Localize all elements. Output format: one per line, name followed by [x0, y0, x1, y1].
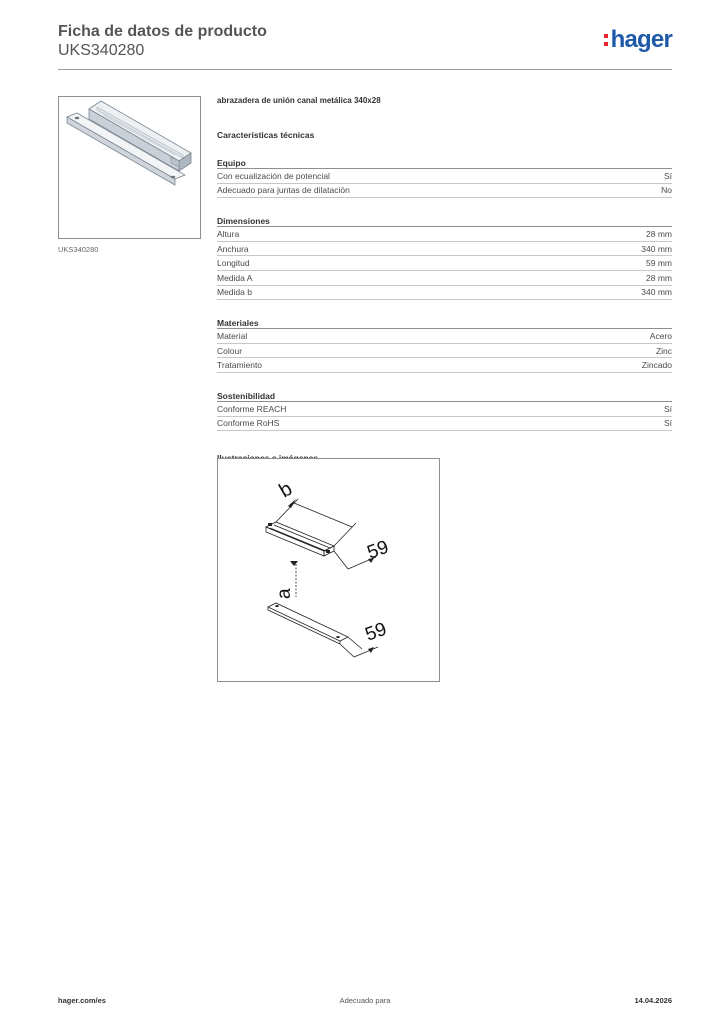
footer-center-text: Adecuado para	[339, 996, 391, 1005]
spec-value: No	[661, 185, 672, 196]
page-footer	[58, 996, 672, 1010]
spec-row	[217, 242, 672, 257]
logo-dots-icon	[603, 29, 610, 49]
page-header	[58, 22, 672, 70]
spec-value: Sí	[663, 418, 672, 429]
spec-value: Sí	[663, 170, 672, 181]
dimension-drawing-icon	[218, 459, 439, 681]
spec-value: 28 mm	[646, 272, 672, 283]
main-content	[217, 96, 672, 463]
dimension-label-b: b	[275, 477, 297, 503]
spec-group-materiales	[217, 317, 672, 373]
spec-row	[217, 358, 672, 373]
spec-row	[217, 417, 672, 432]
spec-value: 340 mm	[641, 287, 672, 298]
spec-row	[217, 227, 672, 242]
spec-label: Anchura	[217, 243, 249, 254]
product-code-title: UKS340280	[58, 42, 145, 59]
logo-text: hager	[610, 26, 672, 53]
spec-group-title: Sostenibilidad	[217, 390, 672, 402]
dimension-label-59-upper: 59	[364, 536, 392, 564]
spec-label: Material	[217, 330, 248, 341]
product-image	[58, 96, 201, 239]
spec-row	[217, 271, 672, 286]
spec-label: Con ecualización de potencial	[217, 170, 330, 181]
spec-value: 59 mm	[646, 258, 672, 269]
footer-website-link[interactable]: hager.com/es	[58, 996, 106, 1005]
spec-value: 340 mm	[641, 243, 672, 254]
dimension-label-a: a	[274, 588, 295, 599]
spec-label: Conforme RoHS	[217, 418, 280, 429]
spec-row	[217, 184, 672, 199]
spec-group-equipo	[217, 157, 672, 198]
specs-title: Características técnicas	[217, 130, 315, 140]
spec-label: Medida b	[217, 287, 252, 298]
spec-value: 28 mm	[646, 228, 672, 239]
dimension-drawing	[217, 458, 440, 682]
spec-label: Medida A	[217, 272, 253, 283]
spec-row	[217, 169, 672, 184]
spec-row	[217, 329, 672, 344]
product-caption: UKS340280	[58, 245, 99, 254]
spec-value: Sí	[663, 403, 672, 414]
dimension-label-59-lower: 59	[362, 618, 390, 646]
page-title: Ficha de datos de producto	[58, 23, 267, 40]
footer-date: 14.04.2026	[634, 996, 672, 1005]
spec-row	[217, 256, 672, 271]
spec-group-title: Materiales	[217, 317, 672, 329]
spec-row	[217, 286, 672, 301]
spec-group-title: Equipo	[217, 157, 672, 169]
spec-value: Zincado	[641, 360, 672, 371]
spec-value: Acero	[649, 330, 672, 341]
spec-row	[217, 344, 672, 359]
spec-group-sostenibilidad	[217, 390, 672, 431]
spec-group-dimensiones	[217, 215, 672, 300]
spec-row	[217, 402, 672, 417]
spec-label: Longitud	[217, 258, 250, 269]
spec-label: Conforme REACH	[217, 403, 287, 414]
spec-label: Altura	[217, 228, 240, 239]
spec-label: Colour	[217, 345, 243, 356]
spec-value: Zinc	[655, 345, 672, 356]
metal-joint-clamp-icon	[59, 97, 200, 238]
spec-group-title: Dimensiones	[217, 215, 672, 227]
spec-label: Adecuado para juntas de dilatación	[217, 185, 350, 196]
hager-logo	[603, 26, 672, 54]
product-description: abrazadera de unión canal metálica 340x28	[217, 96, 381, 105]
spec-label: Tratamiento	[217, 360, 263, 371]
